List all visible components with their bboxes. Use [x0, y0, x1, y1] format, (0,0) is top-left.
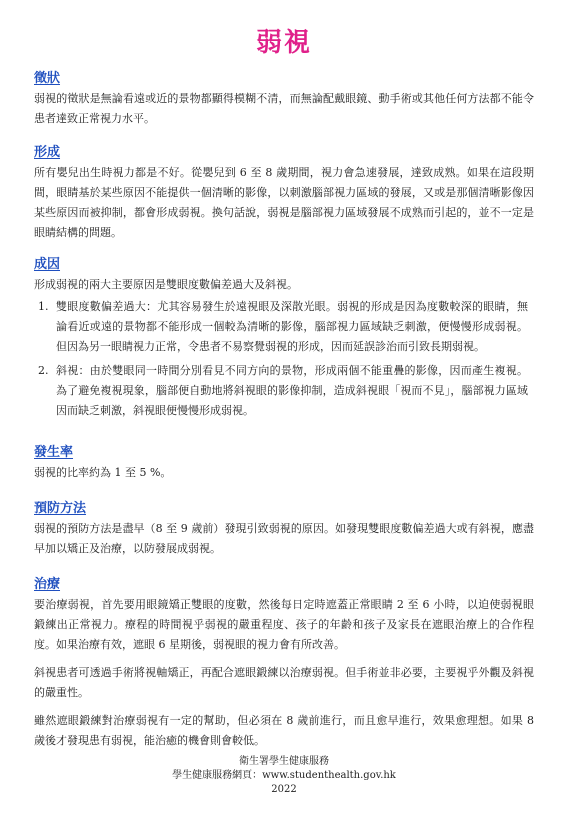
section-incidence: [34, 444, 534, 483]
treatment-paragraph-1: 要治療弱視，首先要用眼鏡矯正雙眼的度數，然後每日定時遮蓋正常眼睛 2 至 6 小時，以迫使弱視眼鍛練出正常視力。療程的時間視乎弱視的嚴重程度、孩子的年齡和孩子及家長在遮眼治療上的合作程度。如果治療有效，遮眼 6 星期後，弱視眼的視力會有所改善。: [34, 598, 534, 651]
list-item: [34, 297, 534, 357]
footer-org: 衛生署學生健康服務: [239, 756, 329, 767]
treatment-paragraph-3: 雖然遮眼鍛練對治療弱視有一定的幫助，但必須在 8 歲前進行，而且愈早進行，效果愈理想。如果 8 歲後才發現患有弱視，能治癒的機會則會較低。: [34, 714, 534, 747]
causes-intro: 形成弱視的兩大主要原因是雙眼度數偏差過大及斜視。: [34, 278, 298, 291]
heading-incidence: 發生率: [34, 445, 74, 460]
section-symptoms: [34, 70, 534, 129]
heading-symptoms: 徵狀: [34, 71, 61, 86]
list-item-text: 斜視：由於雙眼同一時間分別看見不同方向的景物，形成兩個不能重疊的影像，因而產生複視。為了避免複視現象，腦部便自動地將斜視眼的影像抑制，造成斜視眼「視而不見」，腦部視力區域因而缺乏刺激，斜視眼便慢慢形成弱視。: [56, 364, 528, 417]
list-item-number: 2.: [38, 364, 49, 377]
section-prevention: [34, 500, 534, 559]
causes-list: [34, 297, 534, 421]
footer-year: 2022: [271, 784, 297, 795]
list-item-text: 雙眼度數偏差過大：尤其容易發生於遠視眼及深散光眼。弱視的形成是因為度數較深的眼睛，無論看近或遠的景物都不能形成一個較為清晰的影像，腦部視力區域缺乏刺激，便慢慢形成弱視。但因為另一眼睛視力正常，令患者不易察覺弱視的形成，因而延誤診治而引致長期弱視。: [56, 300, 528, 353]
section-causes: [34, 256, 534, 425]
symptoms-paragraph: 弱視的徵狀是無論看遠或近的景物都顯得模糊不清，而無論配戴眼鏡、動手術或其他任何方法都不能令患者達致正常視力水平。: [34, 92, 534, 125]
footer: [0, 755, 568, 797]
section-formation: [34, 144, 534, 243]
heading-treatment: 治療: [34, 577, 61, 592]
list-item-number: 1.: [38, 300, 49, 313]
heading-causes: 成因: [34, 257, 61, 272]
heading-formation: 形成: [34, 145, 61, 160]
formation-paragraph: 所有嬰兒出生時視力都是不好。從嬰兒到 6 至 8 歲期間，視力會急速發展，達致成熟。如果在這段期間，眼睛基於某些原因不能提供一個清晰的影像，以刺激腦部視力區域的發展，又或是那個清晰影像因某些原因而被抑制，都會形成弱視。換句話說，弱視是腦部視力區域發展不成熟而引起的，並不一定是眼睛結構的問題。: [34, 166, 534, 239]
heading-prevention: 預防方法: [34, 501, 87, 516]
footer-website: 學生健康服務網頁：www.studenthealth.gov.hk: [172, 770, 396, 781]
treatment-paragraph-2: 斜視患者可透過手術將視軸矯正，再配合遮眼鍛練以治療弱視。但手術並非必要，主要視乎外觀及斜視的嚴重性。: [34, 666, 534, 699]
section-treatment: [34, 576, 534, 751]
page-title: 弱視: [255, 28, 312, 58]
incidence-paragraph: 弱視的比率約為 1 至 5 %。: [34, 466, 172, 479]
list-item: [34, 361, 534, 421]
prevention-paragraph: 弱視的預防方法是盡早（8 至 9 歲前）發現引致弱視的原因。如發現雙眼度數偏差過大或有斜視，應盡早加以矯正及治療，以防發展成弱視。: [34, 522, 534, 555]
